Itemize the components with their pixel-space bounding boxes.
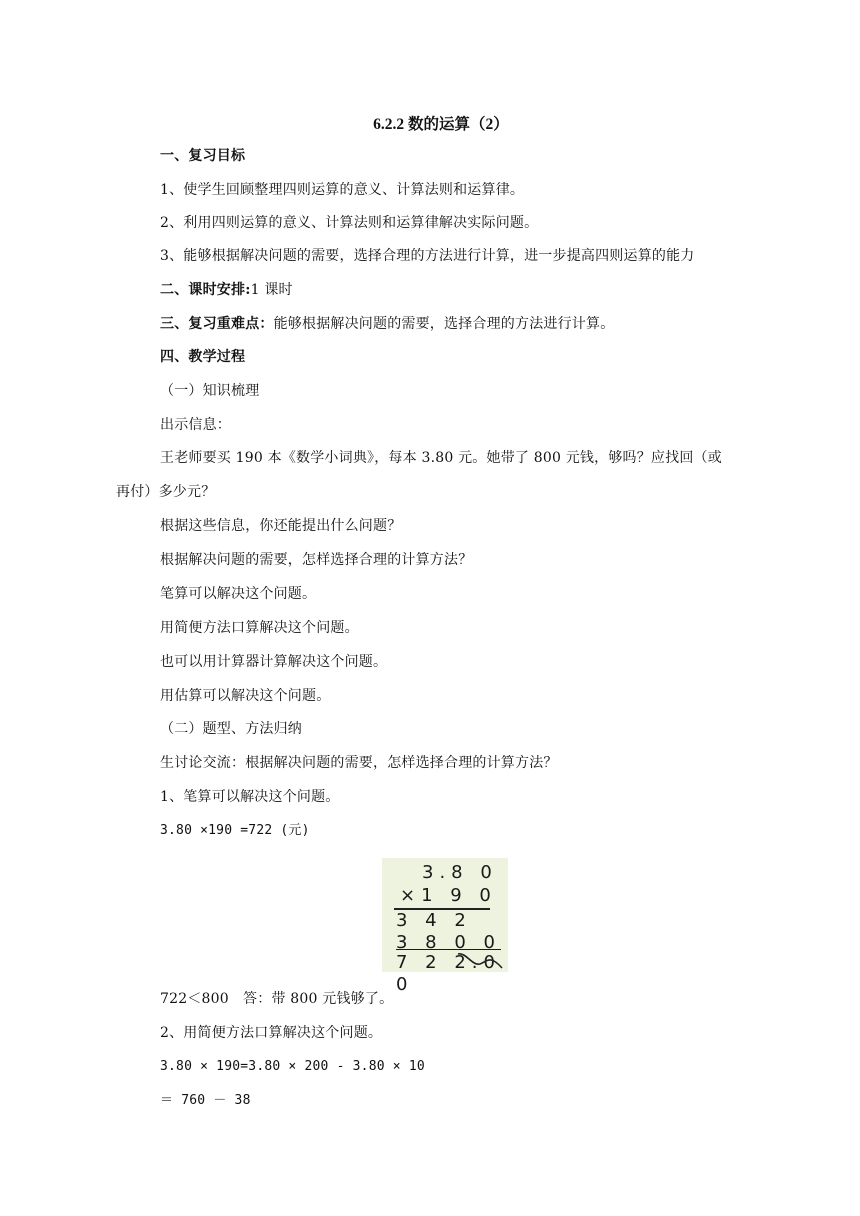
method-written: 笔算可以解决这个问题。: [160, 586, 317, 602]
goal-1: 1、使学生回顾整理四则运算的意义、计算法则和运算律。: [160, 182, 525, 198]
goals-heading: 一、复习目标: [160, 148, 246, 164]
problem-line-2: 再付）多少元？: [116, 484, 216, 500]
question-2: 根据解决问题的需要，怎样选择合理的计算方法？: [160, 552, 473, 568]
subsection-knowledge: （一）知识梳理: [160, 383, 260, 399]
method-mental: 用简便方法口算解决这个问题。: [160, 620, 359, 636]
calc-row-multiplicand: 3.8 0: [422, 862, 498, 883]
calc-row-partial-2: 3 8 0 0: [396, 932, 501, 953]
equation-3: ＝ 760 － 38: [160, 1093, 251, 1108]
difficulty-line: [160, 314, 614, 334]
method-1-heading: 1、笔算可以解决这个问题。: [160, 789, 340, 805]
strike-zeros-icon: [456, 950, 506, 970]
equation-2: 3.80 × 190=3.80 × 200 - 3.80 × 10: [160, 1059, 425, 1074]
schedule-label: 二、课时安排:: [160, 282, 251, 298]
comparison-answer: 722＜800 答：带 800 元钱够了。: [160, 991, 394, 1007]
process-heading: 四、教学过程: [160, 349, 246, 365]
vertical-multiplication-image: [382, 858, 508, 995]
equation-1: 3.80 ×190 =722 (元): [160, 823, 310, 838]
goal-2: 2、利用四则运算的意义、计算法则和运算律解决实际问题。: [160, 215, 539, 231]
calc-row-partial-1: 3 4 2: [396, 910, 472, 931]
document-title: 6.2.2 数的运算（2）: [373, 116, 509, 133]
problem-line-1: 王老师要买 190 本《数学小词典》，每本 3.80 元。她带了 800 元钱，够吗？应找回（或: [160, 450, 722, 466]
schedule-value: 1 课时: [250, 282, 293, 298]
difficulty-value: 能够根据解决问题的需要，选择合理的方法进行计算。: [273, 316, 615, 332]
subsection-types: （二）题型、方法归纳: [160, 721, 302, 737]
goal-3: 3、能够根据解决问题的需要，选择合理的方法进行计算，进一步提高四则运算的能力: [160, 248, 695, 264]
method-calculator: 也可以用计算器计算解决这个问题。: [160, 654, 388, 670]
difficulty-label: 三、复习重难点：: [160, 316, 274, 332]
info-intro: 出示信息：: [160, 417, 231, 433]
calc-row-product: 7 2 2.0 0: [396, 952, 501, 995]
method-2-heading: 2、用简便方法口算解决这个问题。: [160, 1025, 383, 1041]
method-estimate: 用估算可以解决这个问题。: [160, 688, 331, 704]
schedule-line: [160, 280, 293, 300]
calc-row-multiplier: ×1 9 0: [400, 885, 497, 906]
discussion-line: 生讨论交流：根据解决问题的需要，怎样选择合理的计算方法？: [160, 755, 558, 771]
question-1: 根据这些信息，你还能提出什么问题？: [160, 518, 402, 534]
